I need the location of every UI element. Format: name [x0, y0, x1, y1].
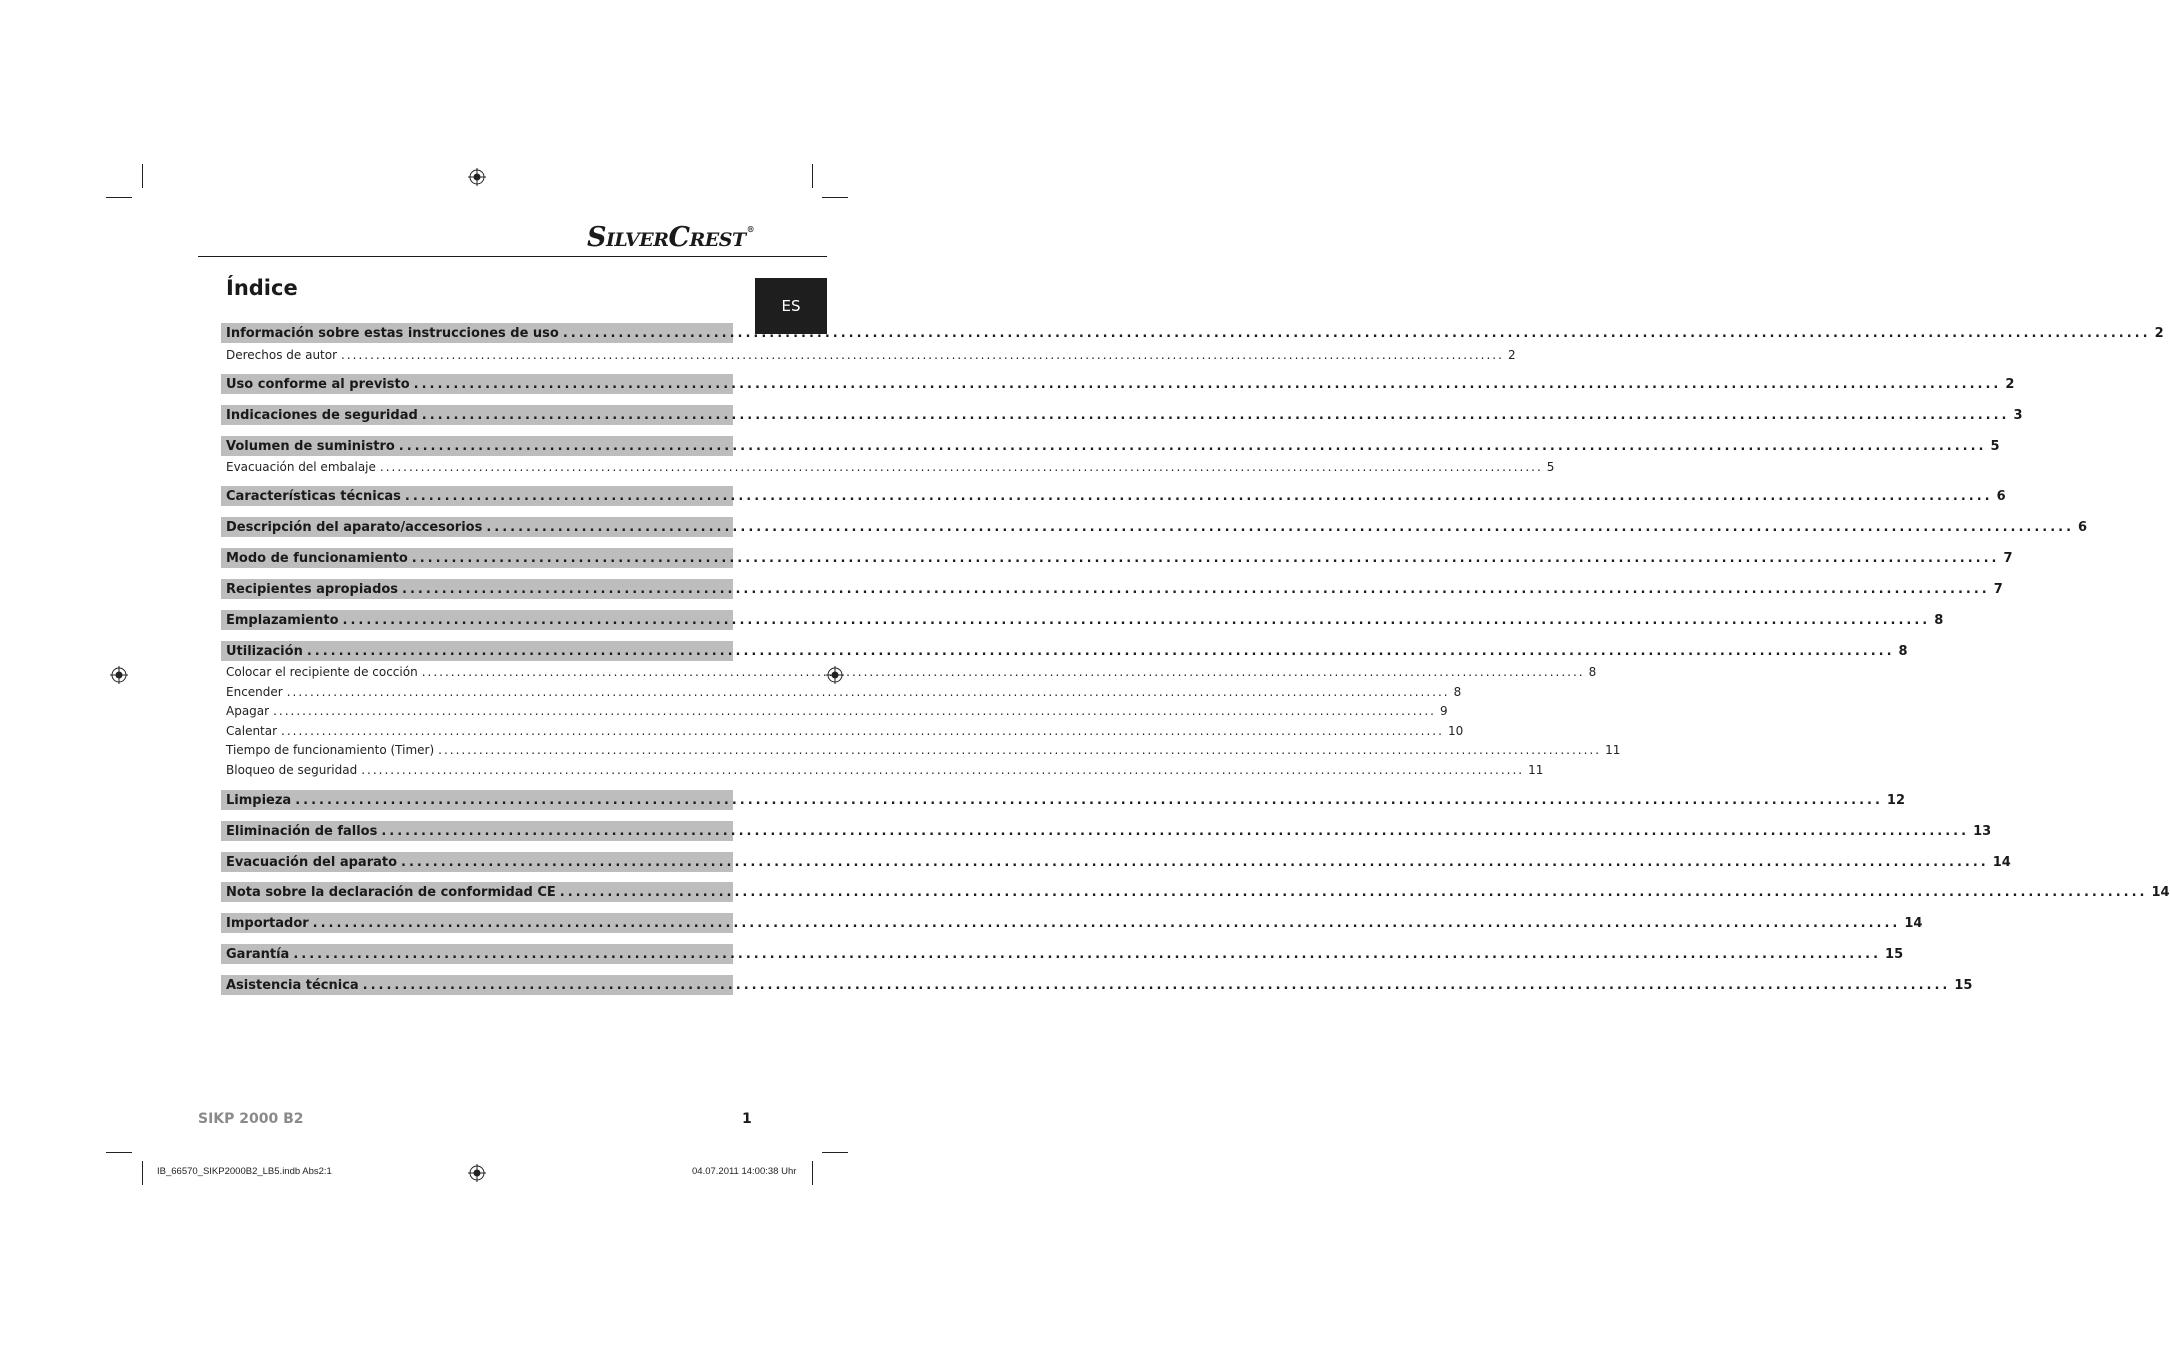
toc-entry-page: 8	[1898, 643, 1908, 659]
logo-text: REST	[689, 229, 746, 251]
toc-subsection-row	[221, 663, 1597, 681]
language-tab: ES	[755, 278, 827, 334]
crop-mark	[106, 197, 132, 198]
print-slug-file: IB_66570_SIKP2000B2_LB5.indb Abs2:1	[157, 1166, 332, 1177]
toc-entry-page: 2	[2005, 376, 2015, 392]
toc-subsection-row	[221, 722, 1464, 740]
toc-section-row	[221, 374, 2015, 394]
toc-entry-label: Indicaciones de seguridad	[226, 407, 418, 423]
toc-leader-dots: ........................................................................................................................................................................................................	[281, 724, 1444, 738]
toc-leader-dots: ........................................................................................................................................................................................................	[486, 519, 2075, 535]
crop-mark	[822, 1152, 848, 1153]
toc-entry-page: 14	[1992, 854, 2011, 870]
toc-subsection-row	[221, 458, 1555, 476]
toc-section-row	[221, 486, 2006, 506]
toc-entry-label: Utilización	[226, 643, 303, 659]
toc-entry-label: Tiempo de funcionamiento (Timer)	[226, 743, 435, 757]
toc-entry-label: Información sobre estas instrucciones de uso	[226, 325, 559, 341]
toc-entry-page: 7	[2003, 550, 2013, 566]
toc-entry-label: Uso conforme al previsto	[226, 376, 410, 392]
toc-leader-dots: ........................................................................................................................................................................................................	[381, 823, 1970, 839]
toc-section-row	[221, 610, 1944, 630]
toc-section-row	[221, 790, 1905, 810]
toc-leader-dots: ........................................................................................................................................................................................................	[402, 581, 1990, 597]
brand-logo	[587, 222, 755, 253]
toc-entry-page: 7	[1993, 581, 2003, 597]
toc-entry-label: Garantía	[226, 946, 290, 962]
logo-letter: C	[668, 222, 690, 253]
toc-entry-page: 14	[2151, 884, 2170, 900]
toc-section-row	[221, 975, 1973, 995]
toc-leader-dots: ........................................................................................................................................................................................................	[342, 612, 1931, 628]
toc-entry-label: Importador	[226, 915, 309, 931]
toc-entry-page: 8	[1588, 665, 1597, 679]
toc-leader-dots: ........................................................................................................................................................................................................	[362, 977, 1951, 993]
toc-section-row	[221, 641, 1908, 661]
model-number: SIKP 2000 B2	[198, 1111, 304, 1127]
crop-mark	[812, 164, 813, 188]
toc-entry-page: 14	[1904, 915, 1923, 931]
toc-entry-label: Modo de funcionamiento	[226, 550, 408, 566]
toc-entry-page: 15	[1885, 946, 1904, 962]
toc-entry-label: Características técnicas	[226, 488, 401, 504]
toc-entry-page: 9	[1439, 704, 1448, 718]
toc-section-row	[221, 405, 2023, 425]
registered-mark: ®	[746, 224, 755, 234]
toc-entry-label: Nota sobre la declaración de conformidad CE	[226, 884, 556, 900]
toc-section-row	[221, 852, 2011, 872]
print-slug-date: 04.07.2011 14:00:38 Uhr	[692, 1166, 797, 1177]
toc-entry-page: 13	[1973, 823, 1992, 839]
toc-leader-dots: ........................................................................................................................................................................................................	[559, 884, 2148, 900]
toc-leader-dots: ........................................................................................................................................................................................................	[379, 460, 1543, 474]
toc-section-row	[221, 882, 2170, 902]
toc-leader-dots: ........................................................................................................................................................................................................	[421, 407, 2010, 423]
toc-section-row	[221, 548, 2013, 568]
toc-subsection-row	[221, 346, 1516, 364]
toc-section-row	[221, 579, 2003, 599]
toc-subsection-row	[221, 702, 1448, 720]
toc-subsection-row	[221, 761, 1544, 779]
crop-mark	[812, 1161, 813, 1185]
toc-section-row	[221, 913, 1923, 933]
toc-leader-dots: ........................................................................................................................................................................................................	[312, 915, 1901, 931]
toc-entry-page: 6	[2078, 519, 2088, 535]
toc-entry-page: 10	[1447, 724, 1464, 738]
toc-leader-dots: ........................................................................................................................................................................................................	[273, 704, 1436, 718]
crop-mark	[142, 1161, 143, 1185]
toc-leader-dots: ........................................................................................................................................................................................................	[361, 763, 1525, 777]
toc-leader-dots: ........................................................................................................................................................................................................	[398, 438, 1987, 454]
header-divider	[198, 256, 827, 257]
toc-leader-dots: ........................................................................................................................................................................................................	[341, 348, 1504, 362]
crop-mark	[822, 197, 848, 198]
crop-mark	[142, 164, 143, 188]
toc-entry-page: 12	[1886, 792, 1905, 808]
toc-entry-page: 5	[1990, 438, 2000, 454]
toc-section-row	[221, 821, 1992, 841]
toc-entry-label: Emplazamiento	[226, 612, 339, 628]
registration-mark-icon	[468, 168, 486, 186]
toc-leader-dots: ........................................................................................................................................................................................................	[438, 743, 1602, 757]
toc-entry-label: Colocar el recipiente de cocción	[226, 665, 418, 679]
toc-section-row	[221, 323, 2164, 343]
toc-entry-page: 3	[2013, 407, 2023, 423]
toc-section-row	[221, 436, 2000, 456]
toc-subsection-row	[221, 683, 1462, 701]
toc-entry-page: 5	[1546, 460, 1555, 474]
toc-entry-page: 2	[1507, 348, 1516, 362]
toc-entry-label: Volumen de suministro	[226, 438, 395, 454]
registration-mark-icon	[468, 1164, 486, 1182]
toc-entry-label: Derechos de autor	[226, 348, 338, 362]
registration-mark-icon	[110, 666, 128, 684]
toc-entry-label: Eliminación de fallos	[226, 823, 378, 839]
toc-section-row	[221, 944, 1904, 964]
toc-entry-page: 11	[1528, 763, 1544, 777]
toc-leader-dots: ........................................................................................................................................................................................................	[401, 854, 1989, 870]
page-title: Índice	[226, 276, 298, 300]
toc-entry-page: 8	[1453, 685, 1462, 699]
logo-text: ILVER	[606, 229, 669, 251]
toc-section-row	[221, 517, 2088, 537]
toc-leader-dots: ........................................................................................................................................................................................................	[293, 946, 1882, 962]
toc-leader-dots: ........................................................................................................................................................................................................	[286, 685, 1450, 699]
toc-entry-label: Evacuación del embalaje	[226, 460, 376, 474]
toc-leader-dots: ........................................................................................................................................................................................................	[562, 325, 2151, 341]
toc-leader-dots: ........................................................................................................................................................................................................	[295, 792, 1883, 808]
toc-leader-dots: ........................................................................................................................................................................................................	[413, 376, 2002, 392]
toc-entry-page: 6	[1996, 488, 2006, 504]
toc-entry-label: Descripción del aparato/accesorios	[226, 519, 483, 535]
toc-leader-dots: ........................................................................................................................................................................................................	[306, 643, 1895, 659]
toc-subsection-row	[221, 741, 1621, 759]
toc-entry-label: Recipientes apropiados	[226, 581, 399, 597]
toc-entry-label: Bloqueo de seguridad	[226, 763, 358, 777]
crop-mark	[106, 1152, 132, 1153]
toc-entry-label: Limpieza	[226, 792, 292, 808]
toc-leader-dots: ........................................................................................................................................................................................................	[404, 488, 1993, 504]
toc-entry-page: 11	[1605, 743, 1621, 757]
toc-entry-label: Apagar	[226, 704, 270, 718]
toc-entry-label: Asistencia técnica	[226, 977, 359, 993]
toc-entry-label: Encender	[226, 685, 283, 699]
toc-entry-page: 8	[1934, 612, 1944, 628]
toc-entry-page: 15	[1954, 977, 1973, 993]
page-number: 1	[742, 1111, 752, 1127]
toc-entry-label: Evacuación del aparato	[226, 854, 398, 870]
toc-entry-page: 2	[2154, 325, 2164, 341]
toc-entry-label: Calentar	[226, 724, 278, 738]
toc-leader-dots: ........................................................................................................................................................................................................	[411, 550, 2000, 566]
logo-letter: S	[587, 222, 606, 253]
toc-leader-dots: ........................................................................................................................................................................................................	[421, 665, 1585, 679]
